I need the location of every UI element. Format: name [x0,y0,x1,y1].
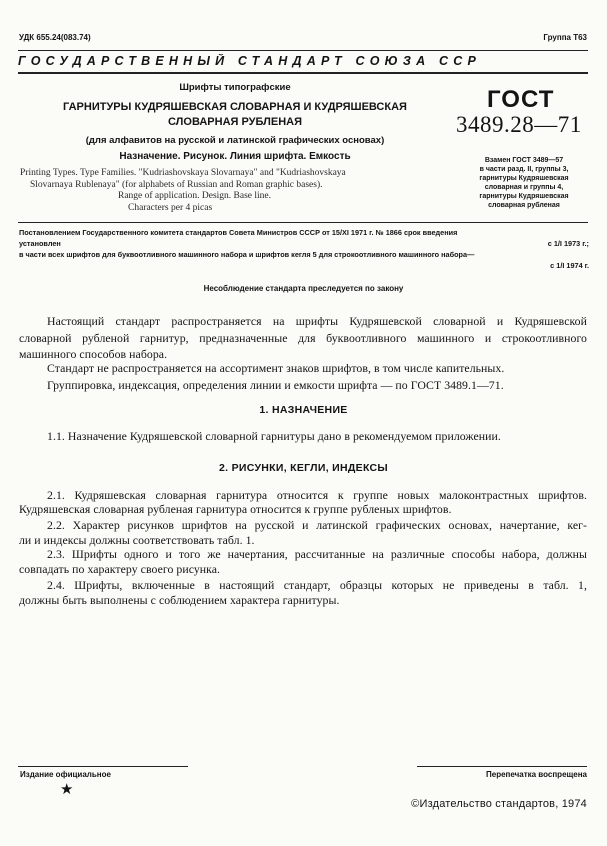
family-title [20,100,450,130]
decree-date1: с 1/I 1973 г.; [547,239,589,248]
decree-date2: с 1/I 1974 г. [550,261,589,270]
gost-number: 3489.28—71 [456,112,582,137]
intro-p1-line2: словарной рубленой гарнитур, предназначенные для буквоотливного машинного и строкоотливного [19,331,587,345]
family-title-line2: СЛОВАРНАЯ РУБЛЕНАЯ [168,116,302,128]
title-block [20,82,450,214]
banner-rule [18,72,588,74]
english-line4: Characters per 4 picas [128,202,213,213]
family-title-line1: ГАРНИТУРЫ КУДРЯШЕВСКАЯ СЛОВАРНАЯ И КУДРЯШЕВСКАЯ [63,101,407,113]
decree-established: установлен [19,239,61,248]
group-code: Группа Т63 [543,33,587,42]
header-rule [18,222,588,223]
section2-heading: 2. РИСУНКИ, КЕГЛИ, ИНДЕКСЫ [219,462,388,474]
official-edition: Издание официальное [20,770,111,779]
section2-p21-line1: 2.1. Кудряшевская словарная гарнитура относится к группе новых малоконтрастных шрифтов. [47,488,587,502]
replaces-line3: гарнитуры Кудряшевская [479,175,569,182]
section2-p22-line1: 2.2. Характер рисунков шрифтов на русской и латинской графических основах, начертание, кег- [47,518,587,532]
english-line3: Range of application. Design. Base line. [118,191,272,201]
gost-title: ГОСТ [487,86,555,113]
replaces-line5: гарнитуры Кудряшевская [479,193,569,200]
replaces-line4: словарная и группы 4, [484,184,564,191]
copyright: ©Издательство стандартов, 1974 [411,798,587,810]
section1-heading: 1. НАЗНАЧЕНИЕ [259,404,348,416]
footer-rule-right [417,766,587,767]
gost-block [452,86,602,210]
decree-block [19,227,589,271]
decree-line1: Постановлением Государственного комитета стандартов Совета Министров СССР от 15/XI 1971 г. № 1866 срок введения [19,228,458,237]
decree-line2 [19,238,589,249]
section2-p21-line2: Кудряшевская словарная рубленая гарнитура относится к группе рубленых шрифтов. [19,502,452,516]
replaces-line1: Взамен ГОСТ 3489—57 [484,157,564,164]
udk-code: УДК 655.24(083.74) [19,33,91,42]
intro-p1-line3: машинного способов набора. [19,347,168,361]
decree-line4 [19,260,589,271]
intro-p1-line1: Настоящий стандарт распространяется на шрифты Кудряшевской словарной и Кудряшевской [47,314,587,328]
footer-rule-left [18,766,188,767]
section2-p24-line1: 2.4. Шрифты, включенные в настоящий стандарт, образцы которых не приведены в табл. 1, [47,578,587,592]
fonts-title: Шрифты типографские [179,82,291,93]
english-line1: Printing Types. Type Families. "Kudriashovskaya Slovarnaya" and "Kudriashovskaya [20,168,346,178]
english-title [20,168,450,214]
violation-notice: Несоблюдение стандарта преследуется по закону [203,284,404,293]
english-line2: Slovarnaya Rublenaya" (for alphabets of Russian and Roman graphic bases). [30,179,323,190]
star-icon: ★ [60,782,74,798]
section2-p23-line2: совпадать по характеру своего рисунка. [19,562,221,576]
replaces-note [458,156,590,210]
section2-p24-line2: должны быть выполнены с соблюдением характера гарнитуры. [19,593,340,607]
replaces-line2: в части разд. II, группы 3, [479,166,569,173]
intro-p3: Группировка, индексация, определения линии и емкости шрифта — по ГОСТ 3489.1—71. [47,378,504,392]
standard-banner: ГОСУДАРСТВЕННЫЙ СТАНДАРТ СОЮЗА ССР [18,54,482,68]
reprint-prohibited: Перепечатка воспрещена [486,770,587,779]
alphabets-note: (для алфавитов на русской и латинской графических основах) [85,135,385,146]
purpose-line: Назначение. Рисунок. Линия шрифта. Емкость [119,151,351,162]
decree-line3: в части всех шрифтов для буквоотливного машинного набора и шрифтов кегля 5 для строкоотливного машинного набора— [19,250,475,259]
section2-p23-line1: 2.3. Шрифты одного и того же начертания, рассчитанные на различные способы набора, должны [47,547,587,561]
replaces-line6: словарная рубленая [488,202,560,209]
intro-p2: Стандарт не распространяется на ассортимент знаков шрифтов, в том числе капительных. [47,361,505,375]
section2-p22-line2: ли и индексы должны соответствовать табл. 1. [19,533,255,547]
top-rule [18,50,588,51]
section1-p1: 1.1. Назначение Кудряшевской словарной гарнитуры дано в рекомендуемом приложении. [47,429,501,443]
